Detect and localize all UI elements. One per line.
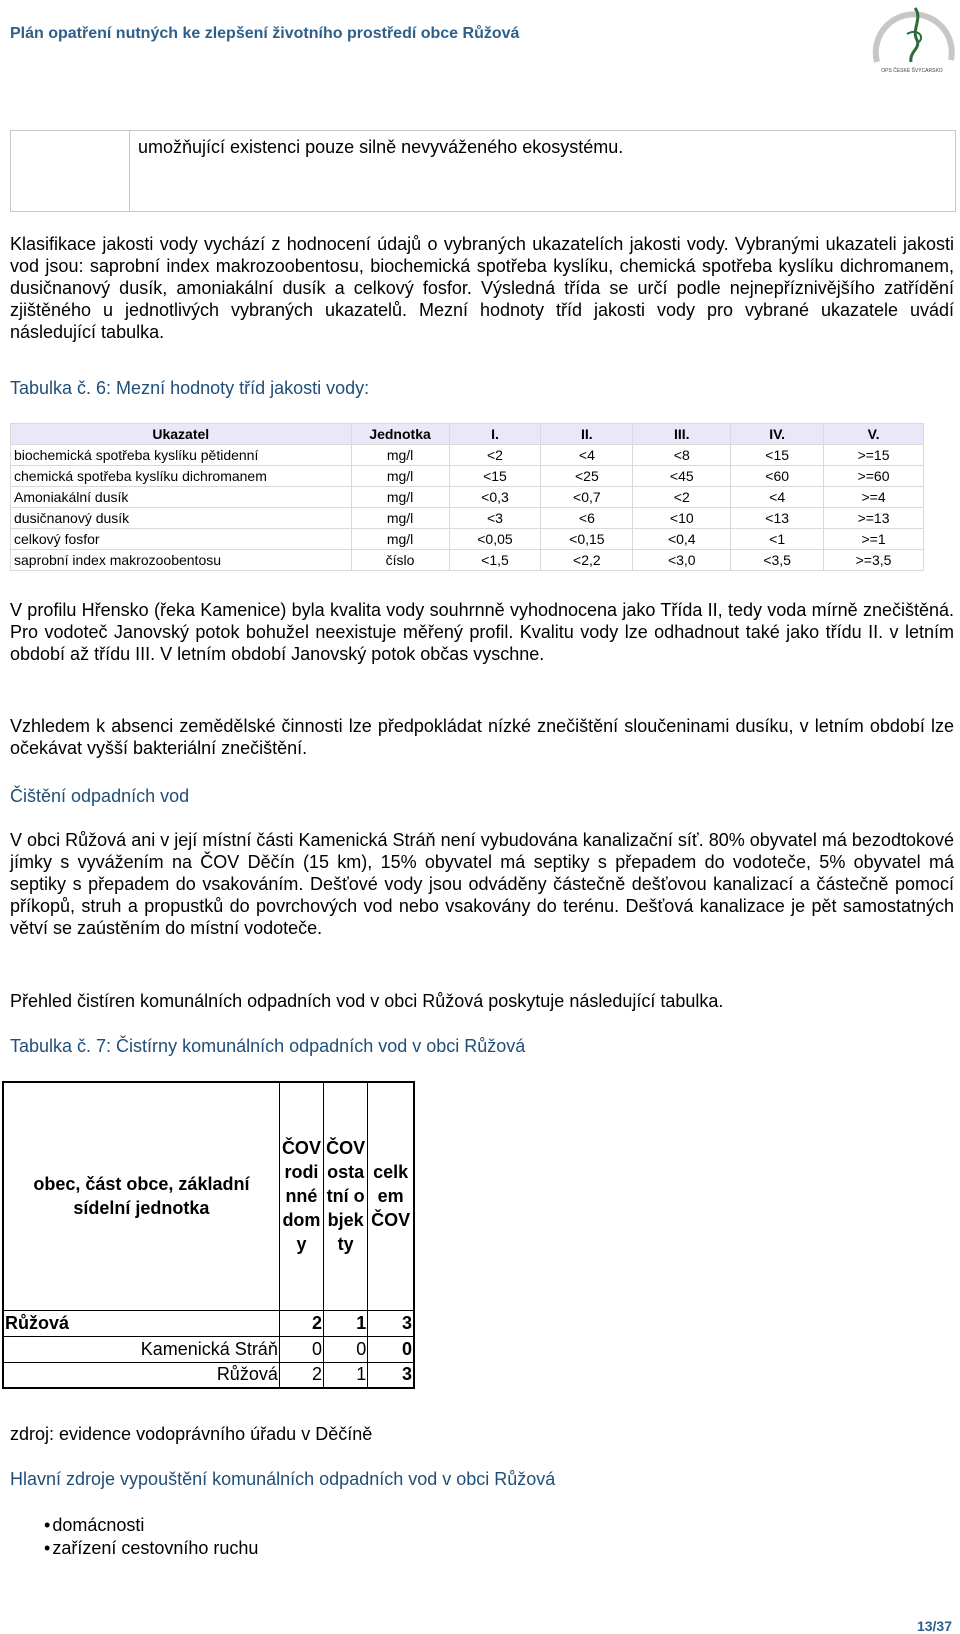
table-cell: >=60 <box>824 466 924 487</box>
table6-caption: Tabulka č. 6: Mezní hodnoty tříd jakosti vody: <box>10 378 370 398</box>
table-cell: mg/l <box>351 529 449 550</box>
table-row <box>11 550 924 571</box>
page-number: 13/37 <box>916 1618 952 1634</box>
table-cell: <2,2 <box>541 550 633 571</box>
table-cell: <13 <box>731 508 824 529</box>
paragraph-sewerage: V obci Růžová ani v její místní části Kamenická Stráň není vybudována kanalizační síť. 80% obyvatel má bezodtokové jímky s vyvážením na ČOV Děčín (15 km), 15% obyvatel má septiky s přepadem do vodoteče, 5% obyvatel má septiky s přepadem do vsakováním. Dešťové vody jsou odváděny částečně dešťovou kanalizací a částečně pomocí příkopů, struh a propustků do povrchových vod nebo vsakovány do terénu. Dešťová kanalizace je pět samostatných větví se zaústěním do místní vodoteče. <box>10 830 954 938</box>
header-cell: V. <box>824 424 924 445</box>
table-cell: <8 <box>633 445 731 466</box>
table-cell: 1 <box>324 1310 368 1336</box>
table-cell: číslo <box>351 550 449 571</box>
table-cell: saprobní index makrozoobentosu <box>11 550 352 571</box>
table-row <box>11 529 924 550</box>
water-quality-limits-table <box>10 423 924 571</box>
header-cell: IV. <box>731 424 824 445</box>
table-cell: <2 <box>633 487 731 508</box>
table-cell: dusičnanový dusík <box>11 508 352 529</box>
table7-caption: Tabulka č. 7: Čistírny komunálních odpadních vod v obci Růžová <box>10 1036 526 1056</box>
table-row <box>3 1336 414 1362</box>
wastewater-plants-table <box>2 1081 415 1389</box>
table-cell: 0 <box>368 1336 414 1362</box>
table-row <box>11 487 924 508</box>
table-cell: chemická spotřeba kyslíku dichromanem <box>11 466 352 487</box>
table-cell: <6 <box>541 508 633 529</box>
heading-wastewater-treatment: Čištění odpadních vod <box>10 786 190 806</box>
table-cell: 2 <box>279 1310 323 1336</box>
table-row <box>11 508 924 529</box>
table-cell: 0 <box>324 1336 368 1362</box>
paragraph-classification: Klasifikace jakosti vody vychází z hodnocení údajů o vybraných ukazatelích jakosti vody. Vybranými ukazateli jakosti vod jsou: saprobní index makrozoobentosu, biochemická spotřeba kyslíku, chemická spotřeba kyslíku dichromanem, dusičnanový dusík, amoniakální dusík a celkový fosfor. Výsledná třída se určí podle nejnepříznivějšího zatřídění zjištěného u jednotlivých vybraných ukazatelů. Mezní hodnoty tříd jakosti vody pro vybrané ukazatele uvádí následující tabulka. <box>10 234 954 342</box>
table-cell: <1,5 <box>449 550 541 571</box>
table-row <box>3 1362 414 1388</box>
table-cell: <3 <box>449 508 541 529</box>
table-cell-text: umožňující existenci pouze silně nevyváženého ekosystému. <box>138 137 624 157</box>
table-cell: <3,0 <box>633 550 731 571</box>
previous-table-fragment <box>10 130 956 212</box>
table-column-divider <box>129 131 130 211</box>
table-cell: 3 <box>368 1310 414 1336</box>
table-cell: Kamenická Stráň <box>3 1336 279 1362</box>
table-cell: biochemická spotřeba kyslíku pětidenní <box>11 445 352 466</box>
list-item: • zařízení cestovního ruchu <box>44 1538 258 1559</box>
table-cell: >=3,5 <box>824 550 924 571</box>
header-cell: obec, část obce, základní sídelní jednotka <box>3 1082 279 1310</box>
list-item: • domácnosti <box>44 1515 144 1536</box>
table-cell: <15 <box>731 445 824 466</box>
table-cell: mg/l <box>351 466 449 487</box>
table-cell: >=4 <box>824 487 924 508</box>
table-cell: <45 <box>633 466 731 487</box>
header-cell: ČOV ostatní objekty <box>324 1082 368 1310</box>
header-cell: Jednotka <box>351 424 449 445</box>
table-cell: <0,7 <box>541 487 633 508</box>
table-cell: <4 <box>731 487 824 508</box>
table-header-row <box>11 424 924 445</box>
paragraph-nitrogen: Vzhledem k absenci zemědělské činnosti lze předpokládat nízké znečištění sloučeninami dusíku, v letním období lze očekávat vyšší bakteriální znečištění. <box>10 716 954 758</box>
table-cell: <10 <box>633 508 731 529</box>
header-cell: III. <box>633 424 731 445</box>
table-cell: mg/l <box>351 445 449 466</box>
table-cell: <60 <box>731 466 824 487</box>
table-row <box>11 466 924 487</box>
table-cell: mg/l <box>351 508 449 529</box>
document-header-title: Plán opatření nutných ke zlepšení životního prostředí obce Růžová <box>10 25 520 42</box>
heading-main-sources: Hlavní zdroje vypouštění komunálních odpadních vod v obci Růžová <box>10 1469 556 1489</box>
table-cell: >=1 <box>824 529 924 550</box>
table-cell: <15 <box>449 466 541 487</box>
table-cell: <0,4 <box>633 529 731 550</box>
table-cell: celkový fosfor <box>11 529 352 550</box>
source-note: zdroj: evidence vodoprávního úřadu v Děčíně <box>10 1424 373 1444</box>
header-cell: Ukazatel <box>11 424 352 445</box>
table-cell: <0,05 <box>449 529 541 550</box>
table-cell: >=15 <box>824 445 924 466</box>
table-row <box>3 1310 414 1336</box>
logo-text: OPS ČESKÉ ŠVÝCARSKO <box>881 68 943 74</box>
table-cell: <3,5 <box>731 550 824 571</box>
table-cell: 2 <box>279 1362 323 1388</box>
ops-ceske-svycarsko-logo <box>865 0 960 75</box>
header-cell: I. <box>449 424 541 445</box>
header-cell: celkem ČOV <box>371 1162 411 1231</box>
table-cell: mg/l <box>351 487 449 508</box>
table-cell: <4 <box>541 445 633 466</box>
table-cell: <0,15 <box>541 529 633 550</box>
header-cell: II. <box>541 424 633 445</box>
table-row <box>11 445 924 466</box>
table-cell: <2 <box>449 445 541 466</box>
table-cell: 0 <box>279 1336 323 1362</box>
table-cell: <0,3 <box>449 487 541 508</box>
paragraph-overview: Přehled čistíren komunálních odpadních vod v obci Růžová poskytuje následující tabulka. <box>10 991 724 1011</box>
table-cell: 3 <box>368 1362 414 1388</box>
table-cell: Amoniakální dusík <box>11 487 352 508</box>
table-cell: >=13 <box>824 508 924 529</box>
table-cell: <25 <box>541 466 633 487</box>
table-cell: Růžová <box>3 1362 279 1388</box>
header-cell: ČOV rodinné domy <box>279 1082 323 1310</box>
table-cell: 1 <box>324 1362 368 1388</box>
table-cell: Růžová <box>3 1310 279 1336</box>
table-header-row <box>3 1082 414 1310</box>
paragraph-hrensko: V profilu Hřensko (řeka Kamenice) byla kvalita vody souhrnně vyhodnocena jako Třída II, tedy voda mírně znečištěná. Pro vodoteč Janovský potok bohužel neexistuje měřený profil. Kvalitu vody lze odhadnout také jako třídu II. v letním období až třídu III. V letním období Janovský potok občas vyschne. <box>10 600 954 664</box>
table-cell: <1 <box>731 529 824 550</box>
